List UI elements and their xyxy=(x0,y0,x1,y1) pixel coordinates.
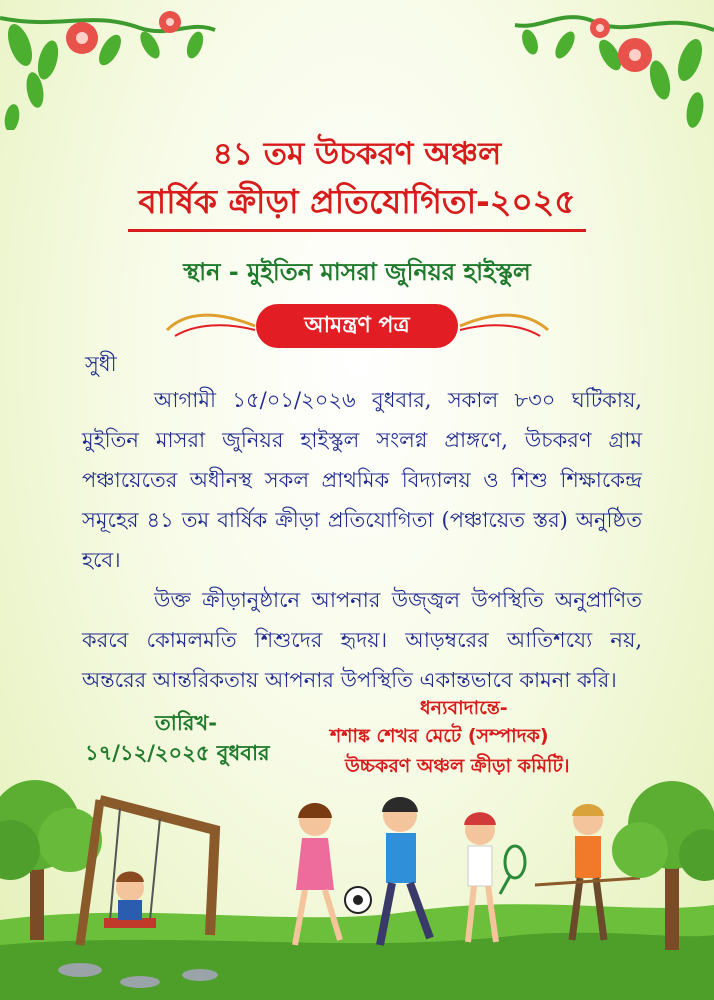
signature-committee: উচ্চকরণ অঞ্চল ক্রীড়া কমিটি। xyxy=(345,755,570,777)
swirl-left-icon xyxy=(165,306,257,346)
letter-paragraph-1: আগামী ১৫/০১/২০২৬ বুধবার, সকাল ৮৩০ ঘটিকায়, মুইতিন মাসরা জুনিয়র হাইস্কুল সংলগ্ন প্রাঙ্গণে, উচকরণ গ্রাম পঞ্চায়েতের অধীনস্থ সকল প্রাথমিক বিদ্যালয় ও শিশু শিক্ষাকেন্দ্র সমূহের ৪১ তম বার্ষিক ক্রীড়া প্রতিযোগিতা (পঞ্চায়েত স্তর) অনুষ্ঠিত হবে। xyxy=(82,388,642,572)
letter-paragraph-2: উক্ত ক্রীড়ানুষ্ঠানে আপনার উজ্জ্বল উপস্থিতি অনুপ্রাণিত করবে কোমলমতি শিশুদের হৃদয়। আড়ম্বরের আতিশয্যে নয়, অন্তরের আন্তরিকতায় আপনার উপস্থিতি একান্তভাবে কামনা করি। xyxy=(82,588,642,692)
signature-name: শশাঙ্ক শেখর মেটে (সম্পাদক) xyxy=(330,725,549,747)
salutation: সুধী xyxy=(85,352,117,376)
title-line-2: বার্ষিক ক্রীড়া প্রতিযোগিতা-২০২৫ xyxy=(138,182,576,221)
swirl-right-icon xyxy=(458,306,550,346)
title-underline xyxy=(128,229,586,232)
venue-text: স্থান - মুইতিন মাসরা জুনিয়র হাইস্কুল xyxy=(183,258,531,286)
signature-thanks: ধন্যবাদান্তে- xyxy=(420,697,508,719)
date-value: ১৭/১২/২০২৫ বুধবার xyxy=(85,741,270,765)
flower-garland-icon xyxy=(0,0,714,130)
invitation-badge: আমন্ত্রণ পত্র xyxy=(256,304,458,348)
title-line-1: ৪১ তম উচকরণ অঞ্চল xyxy=(212,136,502,172)
letter-body xyxy=(82,380,642,700)
date-label: তারিখ- xyxy=(155,711,217,735)
football-icon xyxy=(345,887,371,913)
tennis-racket-icon xyxy=(500,846,525,894)
playground-scene xyxy=(0,770,714,1000)
